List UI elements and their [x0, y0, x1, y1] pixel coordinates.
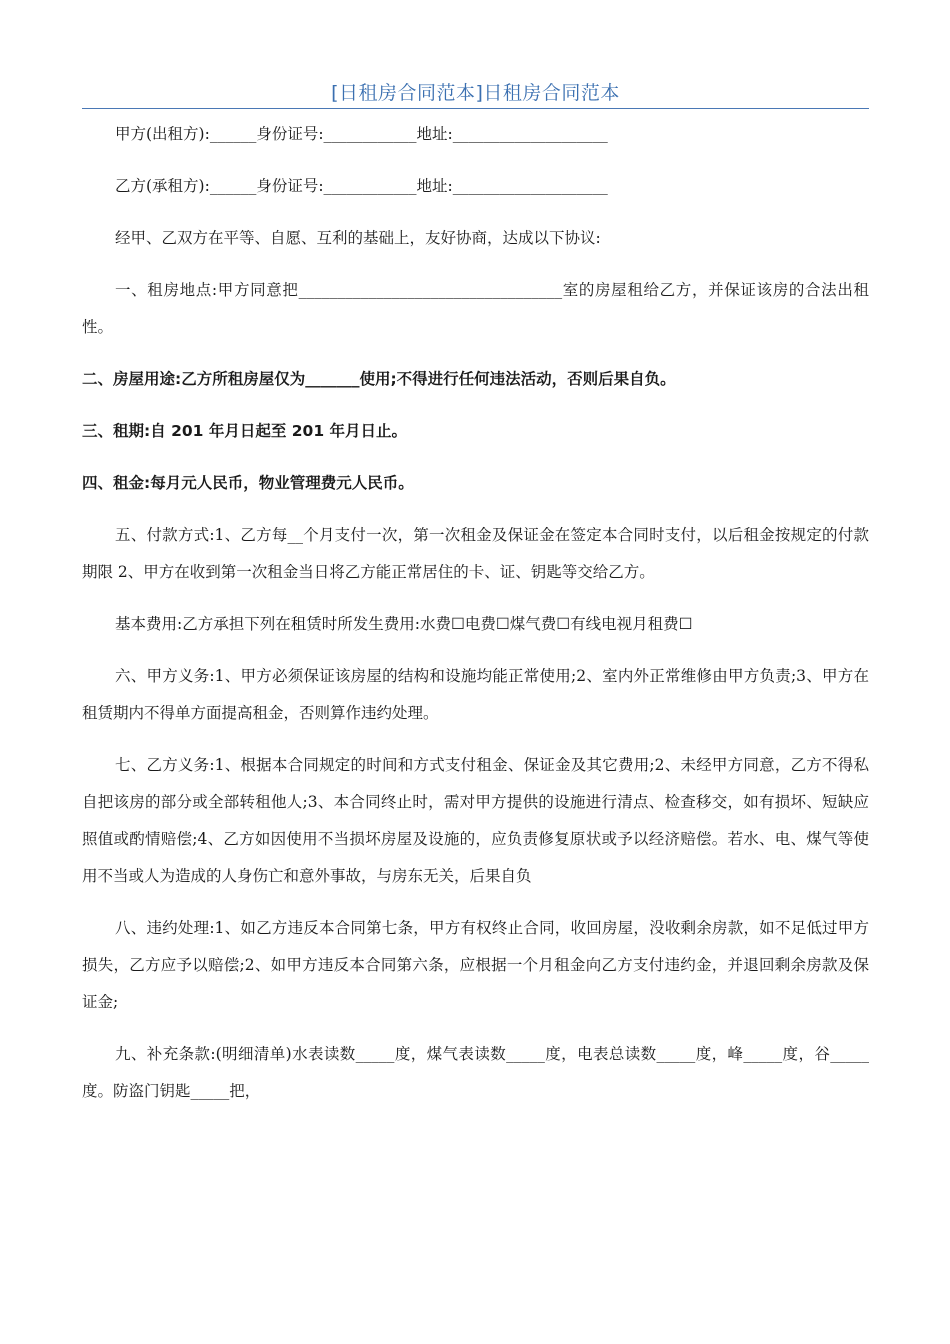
clause-party-b-duties: 七、乙方义务:1、根据本合同规定的时间和方式支付租金、保证金及其它费用;2、未经甲方同意，乙方不得私自把该房的部分或全部转租他人;3、本合同终止时，需对甲方提供的设施进行清点、检查移交，如有损坏、短缺应照值或酌情赔偿;4、乙方如因使用不当损坏房屋及设施的，应负责修复原状或予以经济赔偿。若水、电、煤气等使用不当或人为造成的人身伤亡和意外事故，与房东无关，后果自负: [82, 756, 869, 885]
header-title: [日租房合同范本]日租房合同范本: [331, 82, 620, 104]
contract-body: [82, 116, 869, 1110]
clause-payment: 五、付款方式:1、乙方每__个月支付一次，第一次租金及保证金在签定本合同时支付，以后租金按规定的付款期限 2、甲方在收到第一次租金当日将乙方能正常居住的卡、证、钥匙等交给乙方。: [82, 526, 869, 581]
clause-rent: 四、租金:每月元人民币，物业管理费元人民币。: [82, 474, 414, 492]
clause-breach: 八、违约处理:1、如乙方违反本合同第七条，甲方有权终止合同，收回房屋，没收剩余房款，如不足低过甲方损失，乙方应予以赔偿;2、如甲方违反本合同第六条，应根据一个月租金向乙方支付违约金，并退回剩余房款及保证金;: [82, 919, 869, 1011]
preamble: 经甲、乙双方在平等、自愿、互利的基础上，友好协商，达成以下协议:: [115, 229, 601, 247]
basic-fees: 基本费用:乙方承担下列在租赁时所发生费用:水费☐电费☐煤气费☐有线电视月租费☐: [115, 615, 693, 633]
clause-usage: 二、房屋用途:乙方所租房屋仅为_______使用;不得进行任何违法活动，否则后果自负。: [82, 370, 676, 388]
party-a-line: 甲方(出租方):______身份证号:____________地址:____________________: [115, 125, 608, 143]
clause-supplementary: 九、补充条款:(明细清单)水表读数_____度，煤气表读数_____度，电表总读数_____度，峰_____度，谷_____度。防盗门钥匙_____把，: [82, 1045, 869, 1100]
party-b-line: 乙方(承租方):______身份证号:____________地址:____________________: [115, 177, 608, 195]
clause-term: 三、租期:自 201 年月日起至 201 年月日止。: [82, 422, 407, 440]
clause-location: 一、租房地点:甲方同意把__________________________________室的房屋租给乙方，并保证该房的合法出租性。: [82, 281, 869, 336]
clause-party-a-duties: 六、甲方义务:1、甲方必须保证该房屋的结构和设施均能正常使用;2、室内外正常维修由甲方负责;3、甲方在租赁期内不得单方面提高租金，否则算作违约处理。: [82, 667, 869, 722]
document-header: [82, 78, 869, 109]
